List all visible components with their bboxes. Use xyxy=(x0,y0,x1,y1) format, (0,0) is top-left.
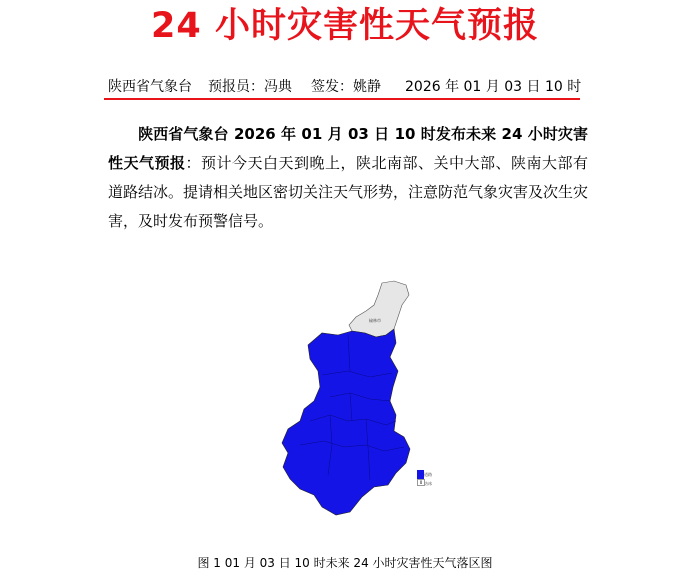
legend-label: 道路结冰 xyxy=(424,472,432,486)
signer-name: 签发：姚静 xyxy=(311,79,381,95)
map-legend xyxy=(417,470,435,484)
legend-swatch xyxy=(417,470,424,479)
header-divider xyxy=(104,98,580,100)
forecast-map xyxy=(270,275,450,525)
page-title: 24 小时灾害性天气预报 xyxy=(151,6,539,46)
issue-datetime: 2026 年 01 月 03 日 10 时 xyxy=(405,79,582,95)
forecast-lead: 陕西省气象台 2026 年 01 月 03 日 10 时发布未来 24 小时灾害性天气预报 xyxy=(108,125,588,172)
agency-name: 陕西省气象台 xyxy=(108,79,192,95)
map-region-icing xyxy=(282,329,410,515)
forecast-text: ：预计今天白天到晚上，陕北南部、关中大部、陕南大部有道路结冰。提请相关地区密切关注天气形势，注意防范气象灾害及次生灾害，及时发布预警信号。 xyxy=(108,154,589,230)
map-region-north xyxy=(349,281,409,337)
legend-value: 0 xyxy=(417,479,425,486)
forecaster-name: 预报员：冯典 xyxy=(208,79,292,95)
map-label-north: 榆林市 xyxy=(369,318,381,323)
forecast-paragraph xyxy=(108,120,588,236)
figure-caption: 图 1 01 月 03 日 10 时未来 24 小时灾害性天气落区图 xyxy=(197,556,493,570)
